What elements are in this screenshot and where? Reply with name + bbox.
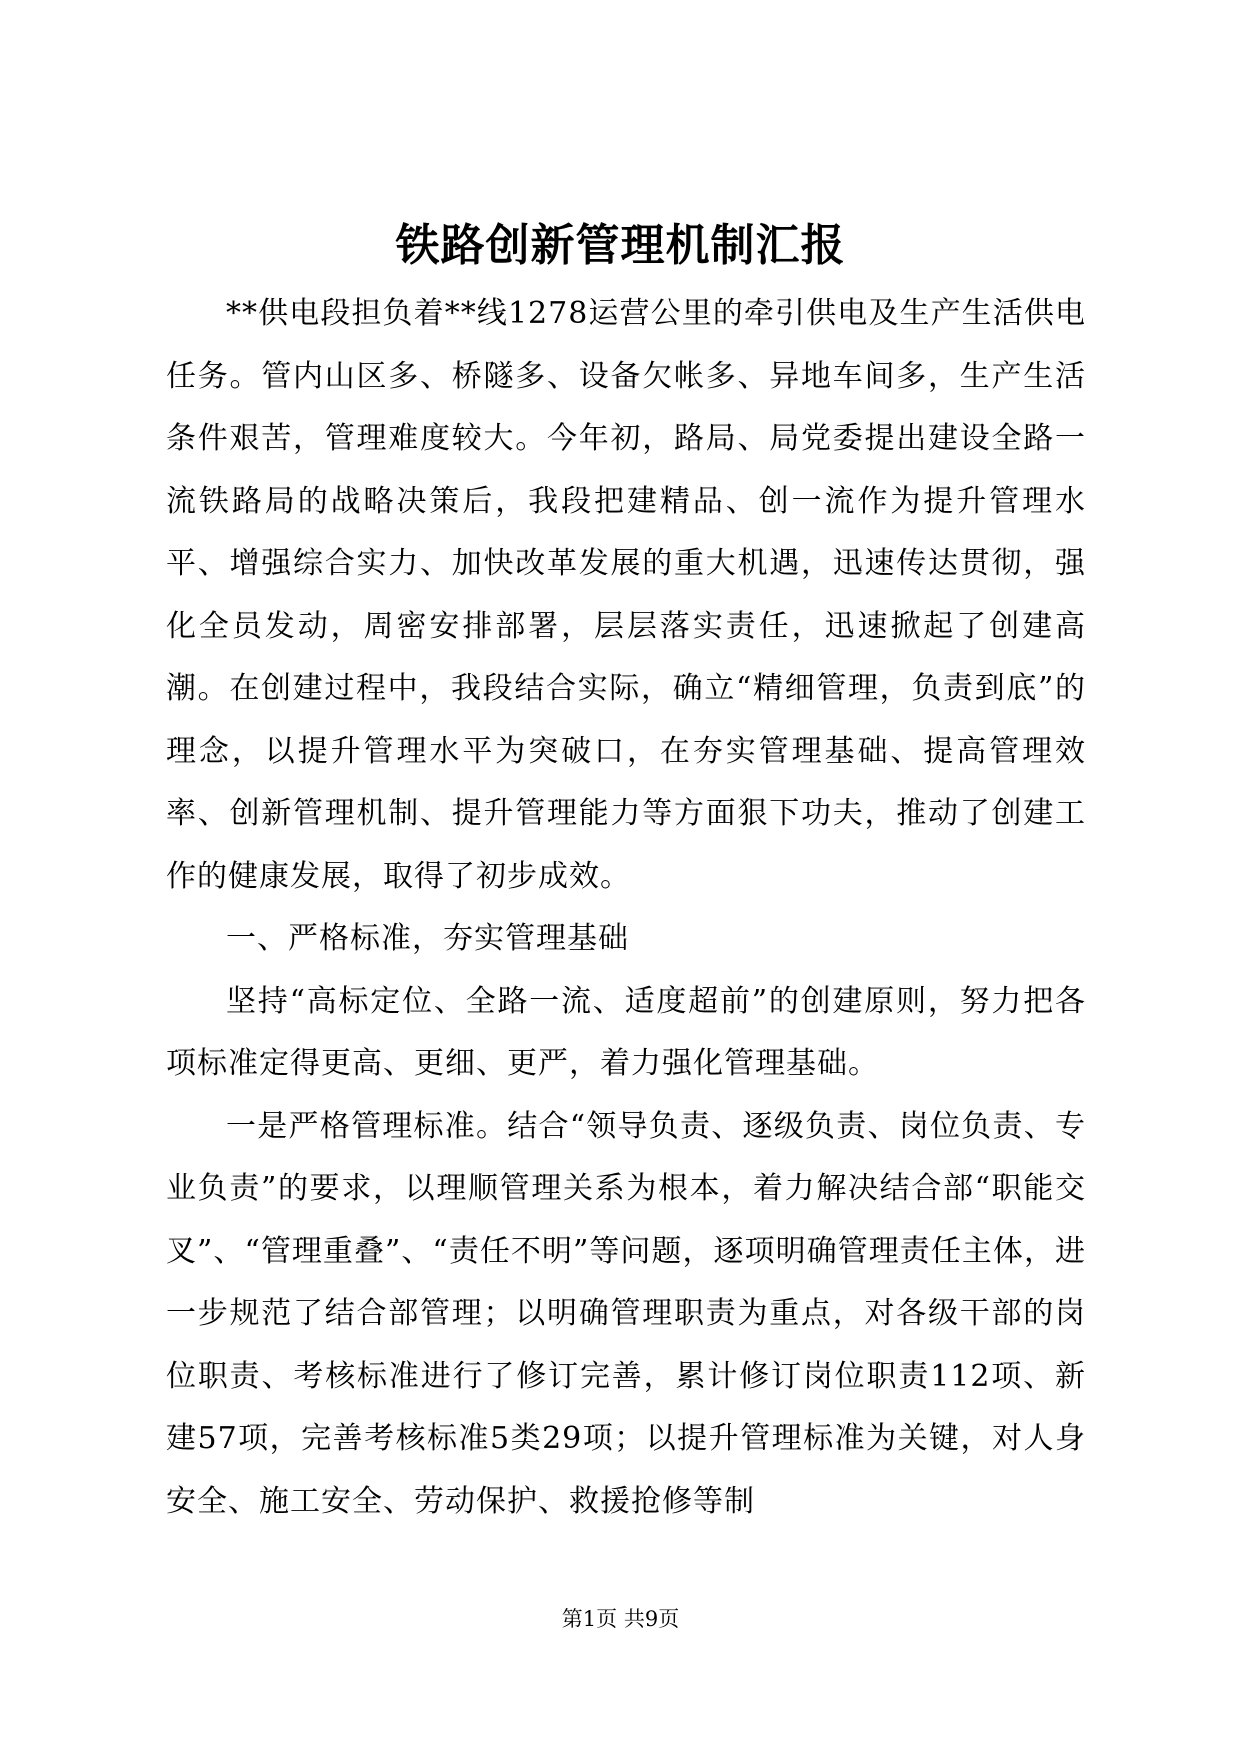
detail-paragraph: 一是严格管理标准。结合“领导负责、逐级负责、岗位负责、专业负责”的要求，以理顺管理关系为根本，着力解决结合部“职能交叉”、“管理重叠”、“责任不明”等问题，逐项明确管理责任主体，进一步规范了结合部管理；以明确管理职责为重点，对各级干部的岗位职责、考核标准进行了修订完善，累计修订岗位职责112项、新建57项，完善考核标准5类29项；以提升管理标准为关键，对人身安全、施工安全、劳动保护、救援抢修等制 <box>166 1108 1086 1519</box>
section-heading: 一、严格标准，夯实管理基础 <box>226 921 629 956</box>
document-title: 铁路创新管理机制汇报 <box>395 220 846 271</box>
section-paragraph: 坚持“高标定位、全路一流、适度超前”的创建原则，努力把各项标准定得更高、更细、更严，着力强化管理基础。 <box>166 983 1086 1081</box>
intro-paragraph: **供电段担负着**线1278运营公里的牵引供电及生产生活供电任务。管内山区多、桥隧多、设备欠帐多、异地车间多，生产生活条件艰苦，管理难度较大。今年初，路局、局党委提出建设全路一流铁路局的战略决策后，我段把建精品、创一流作为提升管理水平、增强综合实力、加快改革发展的重大机遇，迅速传达贯彻，强化全员发动，周密安排部署，层层落实责任，迅速掀起了创建高潮。在创建过程中，我段结合实际，确立“精细管理，负责到底”的理念，以提升管理水平为突破口，在夯实管理基础、提高管理效率、创新管理机制、提升管理能力等方面狠下功夫，推动了创建工作的健康发展，取得了初步成效。 <box>166 296 1086 894</box>
document-body <box>166 283 1086 1533</box>
page-number-footer: 第1页 共9页 <box>561 1607 680 1631</box>
